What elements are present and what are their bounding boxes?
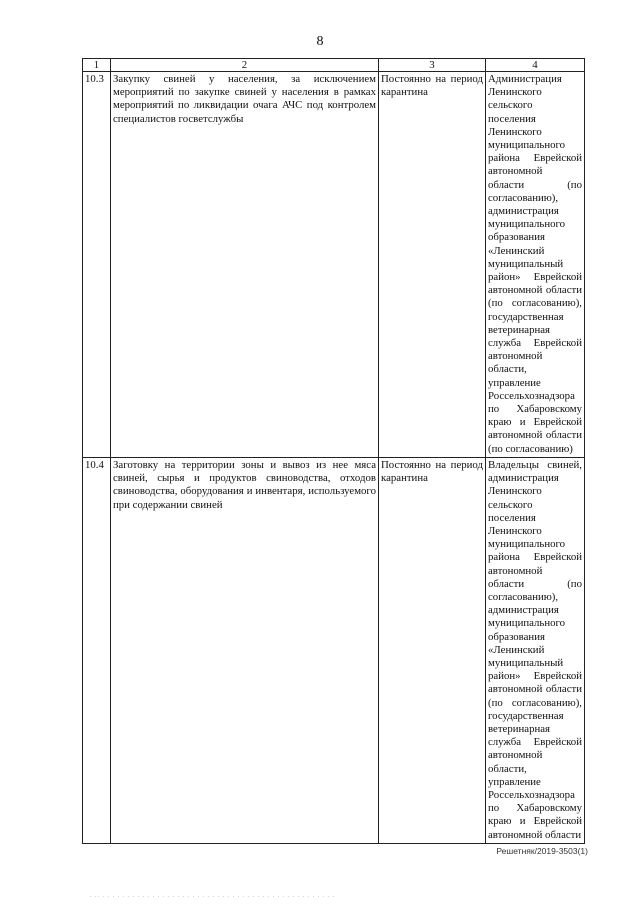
- text-line: по Хабаровскому: [488, 802, 582, 815]
- text-line: автономной области: [488, 284, 582, 297]
- text-line: Администрация: [488, 73, 562, 85]
- responsible-parties: [486, 457, 585, 843]
- text-line: мероприятий по ликвидации очага АЧС под контролем: [113, 99, 376, 112]
- text-line: поселения: [488, 511, 536, 524]
- text-line: служба Еврейской: [488, 337, 582, 350]
- text-line: муниципальный: [488, 656, 564, 669]
- text-line: «Ленинский: [488, 643, 545, 656]
- document-reference: Решетняк/2019-3503(1): [496, 846, 588, 856]
- text-line: муниципального: [488, 139, 566, 152]
- text-line: автономной области: [488, 828, 582, 841]
- text-line: (по согласованию),: [488, 297, 582, 310]
- text-line: района Еврейской: [488, 551, 582, 564]
- text-line: район» Еврейской: [488, 670, 582, 683]
- text-line: муниципальный: [488, 257, 564, 270]
- text-line: области (по: [488, 178, 582, 191]
- text-line: сельского: [488, 99, 533, 112]
- text-line: автономной: [488, 564, 543, 577]
- header-col-1: 1: [83, 59, 111, 72]
- text-line: Заготовку на территории зоны и вывоз из нее мяса: [113, 458, 376, 471]
- text-line: образования: [488, 231, 545, 244]
- text-line: район» Еврейской: [488, 271, 582, 284]
- text-line: (по согласованию),: [488, 696, 582, 709]
- text-line: муниципального: [488, 218, 566, 231]
- text-line: района Еврейской: [488, 152, 582, 165]
- measure-description: [111, 457, 379, 843]
- table-row: [83, 457, 585, 843]
- text-line: при содержании свиней: [113, 498, 223, 511]
- text-line: автономной области: [488, 683, 582, 696]
- text-line: мероприятий по закупке свиней у населения в рамках: [113, 86, 376, 99]
- text-line: согласованию),: [488, 590, 559, 603]
- text-line: ветеринарная: [488, 722, 551, 735]
- text-line: автономной области: [488, 429, 582, 442]
- measure-period: [379, 457, 486, 843]
- text-line: администрация: [488, 604, 559, 617]
- text-line: служба Еврейской: [488, 736, 582, 749]
- text-line: области (по: [488, 577, 582, 590]
- text-line: образования: [488, 630, 545, 643]
- text-line: государственная: [488, 709, 564, 722]
- measure-period: [379, 72, 486, 458]
- measures-table: [82, 58, 585, 844]
- row-number: 10.4: [83, 457, 111, 843]
- header-col-3: 3: [379, 59, 486, 72]
- text-line: муниципального: [488, 617, 566, 630]
- text-line: государственная: [488, 310, 564, 323]
- measure-description: [111, 72, 379, 458]
- text-line: Ленинского: [488, 485, 542, 498]
- text-line: по Хабаровскому: [488, 403, 582, 416]
- row-number: 10.3: [83, 72, 111, 458]
- text-line: Постоянно на период: [381, 73, 483, 85]
- responsible-parties: [486, 72, 585, 458]
- text-line: Ленинского: [488, 125, 542, 138]
- text-line: Владельцы свиней,: [488, 458, 582, 471]
- text-line: ветеринарная: [488, 323, 551, 336]
- text-line: специалистов госветслужбы: [113, 112, 244, 125]
- header-col-2: 2: [111, 59, 379, 72]
- text-line: муниципального: [488, 538, 566, 551]
- text-line: краю и Еврейской: [488, 815, 582, 828]
- text-line: автономной области,: [488, 350, 543, 376]
- text-line: сельского: [488, 498, 533, 511]
- text-line: согласованию),: [488, 191, 559, 204]
- text-line: Закупку свиней у населения, за исключением: [113, 73, 376, 85]
- text-line: карантина: [381, 472, 428, 485]
- text-line: Ленинского: [488, 86, 542, 99]
- text-line: Россельхознадзора: [488, 389, 575, 402]
- table-row: [83, 72, 585, 458]
- text-line: карантина: [381, 86, 428, 99]
- table-header-row: [83, 59, 585, 72]
- text-line: поселения: [488, 112, 536, 125]
- text-line: свиноводства, оборудования и инвентаря, используемого: [113, 485, 376, 498]
- text-line: управление: [488, 775, 541, 788]
- text-line: Ленинского: [488, 524, 542, 537]
- text-line: «Ленинский: [488, 244, 545, 257]
- text-line: свиней, сырья и продуктов свиноводства, отходов: [113, 472, 376, 485]
- header-col-4: 4: [486, 59, 585, 72]
- page-number: 8: [316, 34, 324, 49]
- text-line: администрация: [488, 472, 559, 485]
- text-line: (по согласованию): [488, 442, 573, 455]
- text-line: Постоянно на период: [381, 458, 483, 471]
- scan-artifact-dots: . .. . . . . . . . . . . . . . . . . . . . . . . . . . . . . . . . . . . . . . . . . . . . . . . .: [90, 893, 335, 899]
- text-line: краю и Еврейской: [488, 416, 582, 429]
- text-line: Россельхознадзора: [488, 788, 575, 801]
- text-line: администрация: [488, 205, 559, 218]
- text-line: автономной: [488, 165, 543, 178]
- text-line: автономной области,: [488, 749, 543, 775]
- text-line: управление: [488, 376, 541, 389]
